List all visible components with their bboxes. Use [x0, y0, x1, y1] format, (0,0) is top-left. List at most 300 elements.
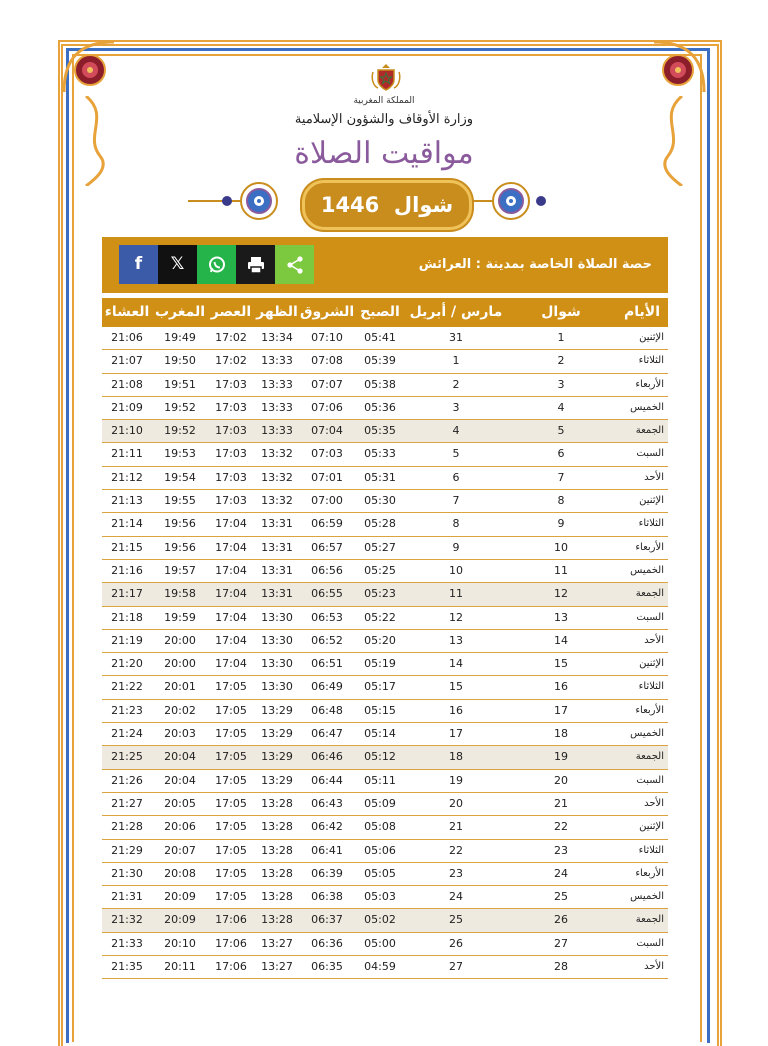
cell-gregorian: 19 [449, 773, 463, 787]
facebook-share-button[interactable] [119, 245, 158, 284]
table-row [102, 374, 668, 397]
cell-maghrib: 20:06 [164, 820, 196, 834]
cell-hijri: 15 [554, 657, 568, 671]
cell-maghrib: 20:05 [164, 796, 196, 810]
cell-fajr: 04:59 [364, 960, 396, 974]
cell-asr: 17:04 [215, 563, 247, 577]
cell-hijri: 3 [557, 377, 565, 391]
cell-isha: 21:16 [111, 563, 143, 577]
table-row [102, 653, 668, 676]
cell-day: الثلاثاء [638, 518, 664, 530]
share-button[interactable] [275, 245, 314, 284]
cell-shuruq: 07:00 [311, 494, 343, 508]
cell-asr: 17:03 [215, 424, 247, 438]
cell-isha: 21:32 [111, 913, 143, 927]
cell-asr: 17:04 [215, 657, 247, 671]
cell-isha: 21:08 [111, 377, 143, 391]
cell-asr: 17:05 [215, 750, 247, 764]
cell-day: الثلاثاء [638, 681, 664, 693]
cell-day: الإثنين [639, 495, 664, 507]
table-row [102, 420, 668, 443]
cell-maghrib: 19:57 [164, 563, 196, 577]
cell-maghrib: 20:08 [164, 866, 196, 880]
table-row [102, 840, 668, 863]
table-row [102, 700, 668, 723]
cell-asr: 17:04 [215, 633, 247, 647]
cell-maghrib: 19:58 [164, 587, 196, 601]
cell-isha: 21:06 [111, 331, 143, 344]
cell-dhuhr: 13:31 [261, 563, 293, 577]
cell-fajr: 05:09 [364, 796, 396, 810]
cell-dhuhr: 13:29 [261, 773, 293, 787]
facebook-icon: f [134, 254, 143, 274]
cell-fajr: 05:27 [364, 540, 396, 554]
cell-hijri: 12 [554, 587, 568, 601]
cell-hijri: 6 [557, 447, 565, 461]
cell-isha: 21:30 [111, 866, 143, 880]
cell-gregorian: 5 [452, 447, 460, 461]
cell-isha: 21:31 [111, 890, 143, 904]
cell-gregorian: 12 [449, 610, 463, 624]
table-header-row [102, 298, 668, 327]
x-share-button[interactable] [158, 245, 197, 284]
cell-maghrib: 20:10 [164, 936, 196, 950]
cell-day: الخميس [630, 891, 664, 903]
cell-gregorian: 27 [449, 960, 463, 974]
cell-fajr: 05:23 [364, 587, 396, 601]
cell-shuruq: 07:10 [311, 331, 343, 344]
whatsapp-share-button[interactable] [197, 245, 236, 284]
cell-day: الأربعاء [635, 867, 664, 879]
cell-shuruq: 06:55 [311, 587, 343, 601]
table-row [102, 583, 668, 606]
cell-hijri: 25 [554, 890, 568, 904]
cell-shuruq: 06:41 [311, 843, 343, 857]
cell-maghrib: 20:04 [164, 750, 196, 764]
cell-asr: 17:06 [215, 960, 247, 974]
cell-isha: 21:19 [111, 633, 143, 647]
cell-hijri: 13 [554, 610, 568, 624]
cell-hijri: 9 [557, 517, 565, 531]
cell-hijri: 22 [554, 820, 568, 834]
cell-fajr: 05:35 [364, 424, 396, 438]
cell-dhuhr: 13:27 [261, 960, 293, 974]
header-maghrib: المغرب [154, 304, 206, 320]
cell-fajr: 05:38 [364, 377, 396, 391]
cell-gregorian: 14 [449, 657, 463, 671]
header-fajr: الصبح [360, 304, 400, 320]
cell-asr: 17:05 [215, 773, 247, 787]
cell-asr: 17:05 [215, 890, 247, 904]
cell-day: الخميس [630, 728, 664, 740]
cell-maghrib: 20:07 [164, 843, 196, 857]
cell-asr: 17:03 [215, 470, 247, 484]
hijri-month-badge [302, 180, 472, 230]
header-shuruq: الشروق [300, 304, 355, 320]
cell-shuruq: 07:08 [311, 354, 343, 368]
cell-maghrib: 19:49 [164, 331, 196, 344]
cell-asr: 17:04 [215, 610, 247, 624]
cell-shuruq: 06:39 [311, 866, 343, 880]
cell-shuruq: 06:49 [311, 680, 343, 694]
cell-dhuhr: 13:29 [261, 703, 293, 717]
cell-gregorian: 17 [449, 727, 463, 741]
cell-fajr: 05:28 [364, 517, 396, 531]
cell-maghrib: 20:01 [164, 680, 196, 694]
cell-maghrib: 20:04 [164, 773, 196, 787]
cell-fajr: 05:31 [364, 470, 396, 484]
cell-asr: 17:03 [215, 447, 247, 461]
cell-isha: 21:15 [111, 540, 143, 554]
cell-fajr: 05:14 [364, 727, 396, 741]
cell-shuruq: 06:38 [311, 890, 343, 904]
cell-day: الجمعة [635, 588, 664, 600]
share-icon [285, 255, 305, 275]
month-year: 1446 [320, 193, 380, 217]
prayer-times-table [102, 298, 668, 979]
cell-shuruq: 06:42 [311, 820, 343, 834]
cell-dhuhr: 13:33 [261, 377, 293, 391]
cell-isha: 21:27 [111, 796, 143, 810]
cell-maghrib: 20:00 [164, 633, 196, 647]
cell-asr: 17:06 [215, 936, 247, 950]
cell-shuruq: 06:47 [311, 727, 343, 741]
cell-gregorian: 18 [449, 750, 463, 764]
cell-isha: 21:09 [111, 400, 143, 414]
cell-isha: 21:28 [111, 820, 143, 834]
cell-gregorian: 10 [449, 563, 463, 577]
coat-of-arms-icon [370, 62, 402, 94]
cell-shuruq: 06:52 [311, 633, 343, 647]
cell-dhuhr: 13:28 [261, 913, 293, 927]
cell-hijri: 1 [557, 331, 565, 344]
cell-shuruq: 06:51 [311, 657, 343, 671]
cell-gregorian: 26 [449, 936, 463, 950]
cell-isha: 21:29 [111, 843, 143, 857]
cell-maghrib: 19:59 [164, 610, 196, 624]
cell-isha: 21:17 [111, 587, 143, 601]
cell-fajr: 05:33 [364, 447, 396, 461]
cell-gregorian: 13 [449, 633, 463, 647]
cell-fajr: 05:22 [364, 610, 396, 624]
cell-gregorian: 1 [452, 354, 460, 368]
cell-gregorian: 31 [449, 331, 463, 344]
table-row [102, 397, 668, 420]
cell-dhuhr: 13:33 [261, 354, 293, 368]
cell-fajr: 05:39 [364, 354, 396, 368]
cell-fajr: 05:25 [364, 563, 396, 577]
cell-isha: 21:10 [111, 424, 143, 438]
cell-dhuhr: 13:30 [261, 610, 293, 624]
cell-isha: 21:12 [111, 470, 143, 484]
cell-day: الجمعة [635, 425, 664, 437]
cell-hijri: 23 [554, 843, 568, 857]
whatsapp-icon [207, 255, 227, 275]
corner-ornament-left-icon [60, 38, 118, 96]
cell-fajr: 05:15 [364, 703, 396, 717]
cell-asr: 17:04 [215, 517, 247, 531]
cell-dhuhr: 13:33 [261, 400, 293, 414]
cell-hijri: 28 [554, 960, 568, 974]
cell-gregorian: 8 [452, 517, 460, 531]
cell-maghrib: 20:09 [164, 913, 196, 927]
cell-day: السبت [636, 937, 664, 949]
cell-day: الثلاثاء [638, 355, 664, 367]
cell-shuruq: 06:59 [311, 517, 343, 531]
cell-maghrib: 20:03 [164, 727, 196, 741]
rosette-right-icon [488, 181, 534, 221]
cell-gregorian: 25 [449, 913, 463, 927]
cell-hijri: 26 [554, 913, 568, 927]
table-row [102, 723, 668, 746]
cell-dhuhr: 13:31 [261, 517, 293, 531]
table-row [102, 770, 668, 793]
cell-shuruq: 06:44 [311, 773, 343, 787]
cell-asr: 17:03 [215, 377, 247, 391]
cell-maghrib: 19:55 [164, 494, 196, 508]
header-dhuhr: الظهر [256, 304, 298, 320]
cell-maghrib: 20:09 [164, 890, 196, 904]
table-row [102, 537, 668, 560]
cell-asr: 17:05 [215, 820, 247, 834]
table-row [102, 956, 668, 979]
page-title: مواقيت الصلاة [294, 136, 474, 171]
cell-gregorian: 23 [449, 866, 463, 880]
cell-dhuhr: 13:31 [261, 540, 293, 554]
cell-fajr: 05:03 [364, 890, 396, 904]
cell-fajr: 05:11 [364, 773, 396, 787]
cell-dhuhr: 13:30 [261, 680, 293, 694]
cell-hijri: 4 [557, 400, 565, 414]
cell-day: الأربعاء [635, 704, 664, 716]
corner-ornament-right-icon [650, 38, 708, 96]
cell-maghrib: 19:52 [164, 424, 196, 438]
cell-hijri: 18 [554, 727, 568, 741]
cell-hijri: 16 [554, 680, 568, 694]
cell-fajr: 05:08 [364, 820, 396, 834]
month-name: شوال [393, 193, 454, 217]
cell-day: الإثنين [639, 658, 664, 670]
cell-day: الخميس [630, 401, 664, 413]
cell-maghrib: 19:56 [164, 540, 196, 554]
header-asr: العصر [210, 304, 252, 320]
cell-asr: 17:02 [215, 331, 247, 344]
header-hijri: شوال [541, 304, 581, 320]
table-row [102, 630, 668, 653]
cell-shuruq: 06:46 [311, 750, 343, 764]
cell-gregorian: 15 [449, 680, 463, 694]
cell-day: السبت [636, 448, 664, 460]
cell-isha: 21:25 [111, 750, 143, 764]
cell-fajr: 05:05 [364, 866, 396, 880]
cell-asr: 17:05 [215, 727, 247, 741]
cell-hijri: 5 [557, 424, 565, 438]
cell-maghrib: 19:50 [164, 354, 196, 368]
cell-dhuhr: 13:29 [261, 750, 293, 764]
cell-asr: 17:05 [215, 866, 247, 880]
cell-isha: 21:20 [111, 657, 143, 671]
cell-shuruq: 06:35 [311, 960, 343, 974]
cell-dhuhr: 13:28 [261, 820, 293, 834]
table-row [102, 863, 668, 886]
cell-isha: 21:35 [111, 960, 143, 974]
cell-hijri: 14 [554, 633, 568, 647]
cell-shuruq: 06:56 [311, 563, 343, 577]
cell-maghrib: 19:52 [164, 400, 196, 414]
cell-gregorian: 9 [452, 540, 460, 554]
cell-gregorian: 4 [452, 424, 460, 438]
cell-day: الجمعة [635, 914, 664, 926]
cell-shuruq: 06:48 [311, 703, 343, 717]
cell-fajr: 05:06 [364, 843, 396, 857]
cell-hijri: 24 [554, 866, 568, 880]
cell-hijri: 8 [557, 494, 565, 508]
header-day: الأيام [624, 304, 660, 320]
cell-day: الأحد [644, 797, 664, 809]
cell-day: السبت [636, 611, 664, 623]
cell-day: الإثنين [639, 332, 664, 343]
cell-isha: 21:22 [111, 680, 143, 694]
cell-isha: 21:13 [111, 494, 143, 508]
cell-day: الأربعاء [635, 378, 664, 390]
cell-hijri: 21 [554, 796, 568, 810]
cell-maghrib: 19:53 [164, 447, 196, 461]
cell-isha: 21:18 [111, 610, 143, 624]
table-row [102, 886, 668, 909]
cell-hijri: 19 [554, 750, 568, 764]
cell-gregorian: 6 [452, 470, 460, 484]
cell-day: الأحد [644, 634, 664, 646]
table-row [102, 443, 668, 466]
header-isha: العشاء [104, 304, 150, 320]
cell-shuruq: 07:07 [311, 377, 343, 391]
table-row [102, 560, 668, 583]
cell-maghrib: 19:56 [164, 517, 196, 531]
cell-gregorian: 20 [449, 796, 463, 810]
cell-gregorian: 11 [449, 587, 463, 601]
cell-dhuhr: 13:27 [261, 936, 293, 950]
cell-shuruq: 06:36 [311, 936, 343, 950]
cell-hijri: 2 [557, 354, 565, 368]
cell-hijri: 27 [554, 936, 568, 950]
cell-isha: 21:26 [111, 773, 143, 787]
cell-day: الأحد [644, 961, 664, 973]
cell-asr: 17:02 [215, 354, 247, 368]
cell-gregorian: 2 [452, 377, 460, 391]
cell-hijri: 11 [554, 563, 568, 577]
cell-fajr: 05:19 [364, 657, 396, 671]
cell-dhuhr: 13:33 [261, 424, 293, 438]
cell-maghrib: 20:11 [164, 960, 196, 974]
cell-isha: 21:07 [111, 354, 143, 368]
cell-isha: 21:14 [111, 517, 143, 531]
cell-fajr: 05:30 [364, 494, 396, 508]
cell-isha: 21:11 [111, 447, 143, 461]
cell-gregorian: 7 [452, 494, 460, 508]
cell-asr: 17:04 [215, 587, 247, 601]
cell-day: الإثنين [639, 821, 664, 833]
rosette-left-icon [236, 181, 282, 221]
cell-isha: 21:33 [111, 936, 143, 950]
cell-asr: 17:03 [215, 494, 247, 508]
cell-dhuhr: 13:29 [261, 727, 293, 741]
cell-shuruq: 06:37 [311, 913, 343, 927]
cell-isha: 21:23 [111, 703, 143, 717]
table-row [102, 327, 668, 350]
cell-day: السبت [636, 774, 664, 786]
table-row [102, 490, 668, 513]
table-row [102, 909, 668, 932]
cell-day: الجمعة [635, 751, 664, 763]
table-row [102, 350, 668, 373]
cell-maghrib: 20:00 [164, 657, 196, 671]
cell-fajr: 05:20 [364, 633, 396, 647]
cell-dhuhr: 13:32 [261, 494, 293, 508]
cell-shuruq: 06:43 [311, 796, 343, 810]
cell-dhuhr: 13:31 [261, 587, 293, 601]
cell-dhuhr: 13:32 [261, 470, 293, 484]
x-icon: 𝕏 [170, 254, 185, 274]
print-button[interactable] [236, 245, 275, 284]
cell-maghrib: 19:51 [164, 377, 196, 391]
cell-asr: 17:05 [215, 703, 247, 717]
table-body [102, 327, 668, 979]
cell-shuruq: 07:04 [311, 424, 343, 438]
cell-gregorian: 16 [449, 703, 463, 717]
table-row [102, 513, 668, 536]
cell-dhuhr: 13:32 [261, 447, 293, 461]
header-gregorian: مارس / أبريل [409, 304, 503, 320]
table-row [102, 816, 668, 839]
cell-fajr: 05:41 [364, 331, 396, 344]
table-row [102, 607, 668, 630]
cell-fajr: 05:36 [364, 400, 396, 414]
cell-maghrib: 19:54 [164, 470, 196, 484]
pill-dot-left [222, 196, 232, 206]
cell-dhuhr: 13:30 [261, 657, 293, 671]
cell-hijri: 10 [554, 540, 568, 554]
cell-dhuhr: 13:34 [261, 331, 293, 344]
cell-asr: 17:04 [215, 540, 247, 554]
cell-dhuhr: 13:28 [261, 796, 293, 810]
cell-shuruq: 07:03 [311, 447, 343, 461]
cell-day: الثلاثاء [638, 844, 664, 856]
cell-shuruq: 06:53 [311, 610, 343, 624]
cell-hijri: 20 [554, 773, 568, 787]
cell-shuruq: 06:57 [311, 540, 343, 554]
table-row [102, 746, 668, 769]
cell-dhuhr: 13:28 [261, 890, 293, 904]
cell-gregorian: 24 [449, 890, 463, 904]
cell-asr: 17:06 [215, 913, 247, 927]
city-toolbar [102, 237, 668, 293]
cell-day: الأربعاء [635, 541, 664, 553]
cell-day: الخميس [630, 564, 664, 576]
table-row [102, 793, 668, 816]
cell-dhuhr: 13:28 [261, 866, 293, 880]
cell-asr: 17:05 [215, 680, 247, 694]
cell-asr: 17:03 [215, 400, 247, 414]
cell-hijri: 17 [554, 703, 568, 717]
cell-gregorian: 3 [452, 400, 460, 414]
table-row [102, 933, 668, 956]
cell-dhuhr: 13:28 [261, 843, 293, 857]
cell-asr: 17:05 [215, 796, 247, 810]
pill-dot-right [536, 196, 546, 206]
table-row [102, 467, 668, 490]
cell-isha: 21:24 [111, 727, 143, 741]
cell-hijri: 7 [557, 470, 565, 484]
